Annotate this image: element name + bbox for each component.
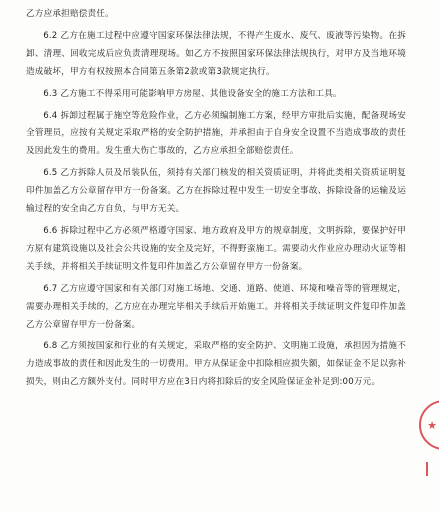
- paragraph-6-4: 6.4 拆卸过程属于施空等危险作业，乙方必须编制施工方案，经甲方审批后实施，配备现场安全管理员，应按有关规定采取严格的安全防护措施，并承担由于自身安全设置不当造成事故的责任及因此发生的费用。发生重大伤亡事故的，乙方应承担全部赔偿责任。: [26, 110, 406, 157]
- contract-text: [26, 6, 406, 396]
- seal-mark: [426, 462, 436, 476]
- paragraph-6-2: 6.2 乙方在施工过程中应遵守国家环保法律法规，不得产生废水、废气、废液等污染物。在拆卸、清理、回收完成后应负责清理现场。如乙方不按照国家环保法律法规执行，对甲方及当地环境造成破坏，甲方有权按照本合同第五条第2款或第3款规定执行。: [26, 30, 406, 77]
- paragraph-6-5: 6.5 乙方拆除人员及吊装队伍，须持有关部门核发的相关资质证明，并将此类相关资质证明复印件加盖乙方公章留存甲方一份备案。乙方在拆除过程中发生一切安全事故、拆除设备的运输及运输过程的安全由乙方自负，与甲方无关。: [26, 168, 406, 215]
- paragraph-6-7: 6.7 乙方应遵守国家和有关部门对施工场地、交通、道路、使道、环境和噪音等的管理规定，需要办理相关手续的，乙方应在办理完毕相关手续后开始施工。并将相关手续证明文件复印件加盖乙方公章留存甲方一份备案。: [26, 283, 406, 330]
- paragraph-continuation: 乙方应承担赔偿责任。: [26, 9, 114, 19]
- paragraph-6-3: 6.3 乙方施工不得采用可能影响甲方房屋、其他设备安全的施工方法和工具。: [43, 88, 342, 99]
- paragraph-6-8: 6.8 乙方须按国家和行业的有关规定，采取严格的安全防护、文明施工设施，承担因为措施不力造成事故的责任和因此发生的一切费用。甲方从保证金中扣除相应损失额，如保证金不足以弥补损失，则由乙方额外支付。同时甲方应在3日内将扣除后的安全风险保证金补足到:00万元。: [26, 341, 406, 388]
- red-seal-stamp: [419, 392, 439, 482]
- paragraph-6-6: 6.6 拆除过程中乙方必须严格遵守国家、地方政府及甲方的规章制度，文明拆除，要保护好甲方原有建筑设施以及社会公共设施的安全及完好，不得野蛮施工。需要动火作业应办理动火证等相关手续，并将相关手续证明文件复印件加盖乙方公章留存甲方一份备案。: [26, 225, 406, 272]
- seal-star-icon: ★: [427, 419, 437, 432]
